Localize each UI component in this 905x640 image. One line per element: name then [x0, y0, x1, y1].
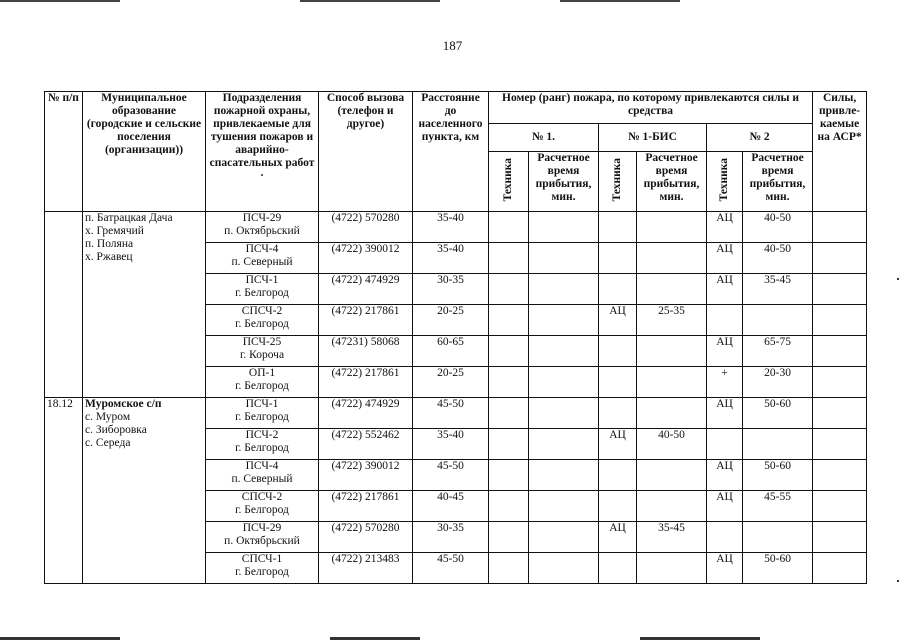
cell-mb: [637, 398, 707, 429]
cell-t2: [707, 522, 743, 553]
cell-asr: [813, 522, 867, 553]
cell-unit: [206, 460, 319, 491]
cell-m1: [529, 212, 599, 243]
cell-asr: [813, 243, 867, 274]
cell-m2: 45-55: [743, 491, 813, 522]
settlement-name: х. Ржавец: [85, 251, 133, 263]
cell-mb: 40-50: [637, 429, 707, 460]
unit-location: г. Короча: [239, 349, 285, 361]
cell-tb: АЦ: [599, 429, 637, 460]
header-asr: Силы, привле-каемые на АСР*: [813, 92, 867, 212]
cell-asr: [813, 398, 867, 429]
cell-mb: [637, 274, 707, 305]
cell-distance: 30-35: [413, 274, 489, 305]
header-distance: Расстояние до населенного пункта, км: [413, 92, 489, 212]
unit-name: ОП-1: [248, 367, 276, 379]
cell-municipality: [83, 212, 206, 398]
cell-phone: (4722) 390012: [319, 460, 413, 491]
settlement-name: п. Батрацкая Дача: [85, 212, 173, 224]
unit-name: СПСЧ-2: [241, 305, 283, 317]
cell-distance: 20-25: [413, 367, 489, 398]
scan-top-line: [300, 0, 440, 2]
unit-location: г. Белгород: [235, 411, 289, 423]
cell-tb: [599, 460, 637, 491]
cell-m1: [529, 398, 599, 429]
header-tech-2: Техника: [718, 157, 730, 202]
cell-mb: 35-45: [637, 522, 707, 553]
cell-asr: [813, 553, 867, 584]
cell-distance: 45-50: [413, 553, 489, 584]
cell-m1: [529, 336, 599, 367]
cell-t1: [489, 212, 529, 243]
cell-m2: 40-50: [743, 212, 813, 243]
unit-location: г. Белгород: [235, 287, 289, 299]
cell-phone: (4722) 552462: [319, 429, 413, 460]
cell-mb: [637, 367, 707, 398]
fire-resources-table: [44, 91, 867, 584]
header-rank-1: № 1.: [489, 124, 599, 152]
cell-t1: [489, 553, 529, 584]
settlement-name: с. Зиборовка: [85, 424, 147, 436]
header-call-method: Способ вызова (телефон и другое): [319, 92, 413, 212]
cell-unit: [206, 243, 319, 274]
cell-asr: [813, 491, 867, 522]
cell-distance: 40-45: [413, 491, 489, 522]
cell-municipality: [83, 398, 206, 584]
cell-t2: АЦ: [707, 274, 743, 305]
cell-t2: АЦ: [707, 553, 743, 584]
cell-mb: [637, 336, 707, 367]
cell-m1: [529, 429, 599, 460]
cell-m1: [529, 553, 599, 584]
unit-name: ПСЧ-4: [245, 460, 279, 472]
cell-asr: [813, 460, 867, 491]
cell-t1: [489, 429, 529, 460]
cell-t2: АЦ: [707, 212, 743, 243]
cell-m2: 50-60: [743, 460, 813, 491]
header-arrival-1: Расчетное время прибытия, мин.: [529, 152, 599, 212]
unit-name: ПСЧ-4: [245, 243, 279, 255]
cell-asr: [813, 336, 867, 367]
header-rank-2: № 2: [707, 124, 813, 152]
cell-t2: +: [707, 367, 743, 398]
unit-location: г. Белгород: [235, 380, 289, 392]
unit-name: СПСЧ-2: [241, 491, 283, 503]
cell-m2: [743, 429, 813, 460]
cell-m2: 35-45: [743, 274, 813, 305]
unit-location: г. Белгород: [235, 504, 289, 516]
cell-m1: [529, 274, 599, 305]
cell-phone: (4722) 474929: [319, 398, 413, 429]
cell-distance: 35-40: [413, 429, 489, 460]
cell-distance: 35-40: [413, 212, 489, 243]
header-tech-1: Техника: [502, 157, 514, 202]
cell-asr: [813, 367, 867, 398]
cell-asr: [813, 274, 867, 305]
unit-location: г. Белгород: [235, 318, 289, 330]
cell-tb: АЦ: [599, 305, 637, 336]
cell-t2: АЦ: [707, 243, 743, 274]
cell-unit: [206, 429, 319, 460]
cell-m1: [529, 491, 599, 522]
cell-t2: АЦ: [707, 336, 743, 367]
cell-m1: [529, 243, 599, 274]
cell-unit: [206, 336, 319, 367]
cell-distance: 45-50: [413, 460, 489, 491]
cell-tb: [599, 367, 637, 398]
cell-asr: [813, 429, 867, 460]
cell-phone: (4722) 570280: [319, 212, 413, 243]
unit-name: ПСЧ-29: [242, 522, 282, 534]
settlement-name: п. Поляна: [85, 238, 134, 250]
cell-distance: 30-35: [413, 522, 489, 553]
cell-unit: [206, 491, 319, 522]
cell-group-num: [45, 212, 83, 398]
unit-name: СПСЧ-1: [241, 553, 283, 565]
cell-m2: 40-50: [743, 243, 813, 274]
cell-phone: (4722) 390012: [319, 243, 413, 274]
unit-name: ПСЧ-1: [245, 398, 279, 410]
cell-distance: 45-50: [413, 398, 489, 429]
table-row: [45, 212, 867, 243]
cell-t1: [489, 305, 529, 336]
header-arrival-1bis: Расчетное время прибытия, мин.: [637, 152, 707, 212]
cell-unit: [206, 522, 319, 553]
cell-phone: (4722) 217861: [319, 305, 413, 336]
cell-tb: АЦ: [599, 522, 637, 553]
cell-phone: (47231) 58068: [319, 336, 413, 367]
cell-mb: [637, 553, 707, 584]
cell-t1: [489, 460, 529, 491]
table-row: [45, 398, 867, 429]
cell-phone: (4722) 570280: [319, 522, 413, 553]
cell-unit: [206, 553, 319, 584]
header-units: Подразделения пожарной охраны, привлекаемые для тушения пожаров и аварийно-спасательных работ ·: [206, 92, 319, 212]
cell-m2: [743, 305, 813, 336]
cell-t2: [707, 429, 743, 460]
cell-asr: [813, 212, 867, 243]
cell-m2: 50-60: [743, 398, 813, 429]
scan-top-line: [0, 0, 120, 2]
settlement-name: х. Гремячий: [85, 225, 144, 237]
cell-unit: [206, 212, 319, 243]
cell-mb: [637, 243, 707, 274]
cell-unit: [206, 274, 319, 305]
cell-t2: [707, 305, 743, 336]
cell-asr: [813, 305, 867, 336]
cell-tb: [599, 212, 637, 243]
cell-t2: АЦ: [707, 398, 743, 429]
cell-tb: [599, 274, 637, 305]
cell-mb: 25-35: [637, 305, 707, 336]
header-arrival-2: Расчетное время прибытия, мин.: [743, 152, 813, 212]
cell-tb: [599, 398, 637, 429]
unit-name: ПСЧ-2: [245, 429, 279, 441]
header-rank-1-bis: № 1-БИС: [599, 124, 707, 152]
unit-location: п. Северный: [231, 256, 293, 268]
cell-unit: [206, 305, 319, 336]
cell-tb: [599, 491, 637, 522]
unit-location: г. Белгород: [235, 566, 289, 578]
cell-phone: (4722) 217861: [319, 367, 413, 398]
cell-mb: [637, 212, 707, 243]
header-municipality: Муниципальное образование (городские и сельские поселения (организации)): [83, 92, 206, 212]
cell-tb: [599, 243, 637, 274]
cell-m2: 65-75: [743, 336, 813, 367]
cell-t1: [489, 522, 529, 553]
unit-location: г. Белгород: [235, 442, 289, 454]
header-tech-1bis: Техника: [611, 157, 623, 202]
scan-top-line: [560, 0, 680, 2]
cell-tb: [599, 336, 637, 367]
cell-t1: [489, 491, 529, 522]
cell-mb: [637, 491, 707, 522]
cell-phone: (4722) 474929: [319, 274, 413, 305]
cell-unit: [206, 398, 319, 429]
settlement-name: с. Муром: [85, 411, 131, 423]
cell-m1: [529, 460, 599, 491]
cell-t2: АЦ: [707, 460, 743, 491]
cell-m1: [529, 522, 599, 553]
unit-location: п. Октябрьский: [224, 225, 300, 237]
header-num: № п/п: [45, 92, 83, 212]
unit-name: ПСЧ-25: [242, 336, 282, 348]
unit-location: п. Октябрьский: [224, 535, 300, 547]
unit-name: ПСЧ-29: [242, 212, 282, 224]
table-body: [45, 212, 867, 584]
municipality-name: Муромское с/п: [85, 398, 162, 410]
cell-phone: (4722) 217861: [319, 491, 413, 522]
scan-mark: [897, 580, 899, 582]
cell-t2: АЦ: [707, 491, 743, 522]
cell-mb: [637, 460, 707, 491]
scan-mark: [897, 278, 899, 280]
cell-t1: [489, 336, 529, 367]
cell-m2: 20-30: [743, 367, 813, 398]
cell-distance: 60-65: [413, 336, 489, 367]
cell-t1: [489, 398, 529, 429]
cell-phone: (4722) 213483: [319, 553, 413, 584]
settlement-name: с. Середа: [85, 437, 131, 449]
cell-group-num: 18.12: [45, 398, 83, 584]
header-fire-rank: Номер (ранг) пожара, по которому привлекаются силы и средства: [489, 92, 813, 124]
cell-t1: [489, 243, 529, 274]
unit-location: п. Северный: [231, 473, 293, 485]
cell-distance: 20-25: [413, 305, 489, 336]
cell-m1: [529, 305, 599, 336]
cell-m2: 50-60: [743, 553, 813, 584]
cell-distance: 35-40: [413, 243, 489, 274]
cell-m1: [529, 367, 599, 398]
cell-unit: [206, 367, 319, 398]
unit-name: ПСЧ-1: [245, 274, 279, 286]
page-number: 187: [442, 38, 463, 53]
cell-t1: [489, 367, 529, 398]
cell-m2: [743, 522, 813, 553]
cell-t1: [489, 274, 529, 305]
cell-tb: [599, 553, 637, 584]
